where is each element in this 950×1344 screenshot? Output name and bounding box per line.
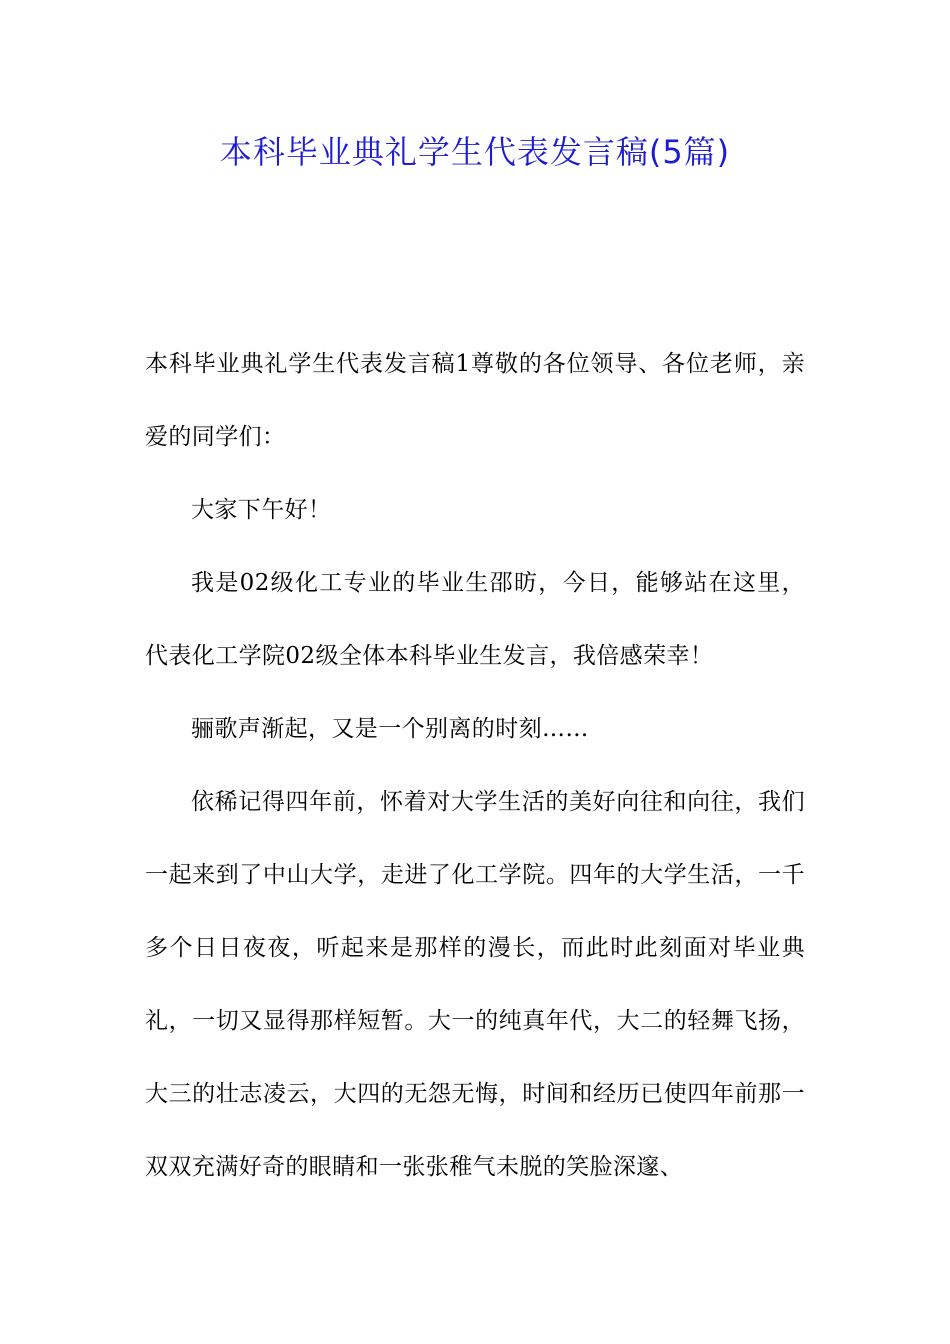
paragraph-5: 依稀记得四年前，怀着对大学生活的美好向往和向往，我们一起来到了中山大学，走进了化工学院。四年的大学生活，一千多个日日夜夜，听起来是那样的漫长，而此时此刻面对毕业典礼，一切又显得那样短暂。大一的纯真年代，大二的轻舞飞扬，大三的壮志凌云，大四的无怨无悔，时间和经历已使四年前那一双双充满好奇的眼睛和一张张稚气未脱的笑脸深邃、	[145, 789, 805, 1180]
paragraph-4: 骊歌声渐起，又是一个别离的时刻……	[191, 716, 589, 742]
document-title: 本科毕业典礼学生代表发言稿(5篇)	[219, 133, 731, 171]
paragraph-2: 大家下午好！	[191, 497, 332, 523]
paragraph-1: 本科毕业典礼学生代表发言稿1尊敬的各位领导、各位老师，亲爱的同学们：	[145, 351, 805, 450]
paragraph-3: 我是02级化工专业的毕业生邵昉，今日，能够站在这里，代表化工学院02级全体本科毕业生发言，我倍感荣幸！	[145, 570, 805, 669]
document-body	[145, 328, 805, 1204]
